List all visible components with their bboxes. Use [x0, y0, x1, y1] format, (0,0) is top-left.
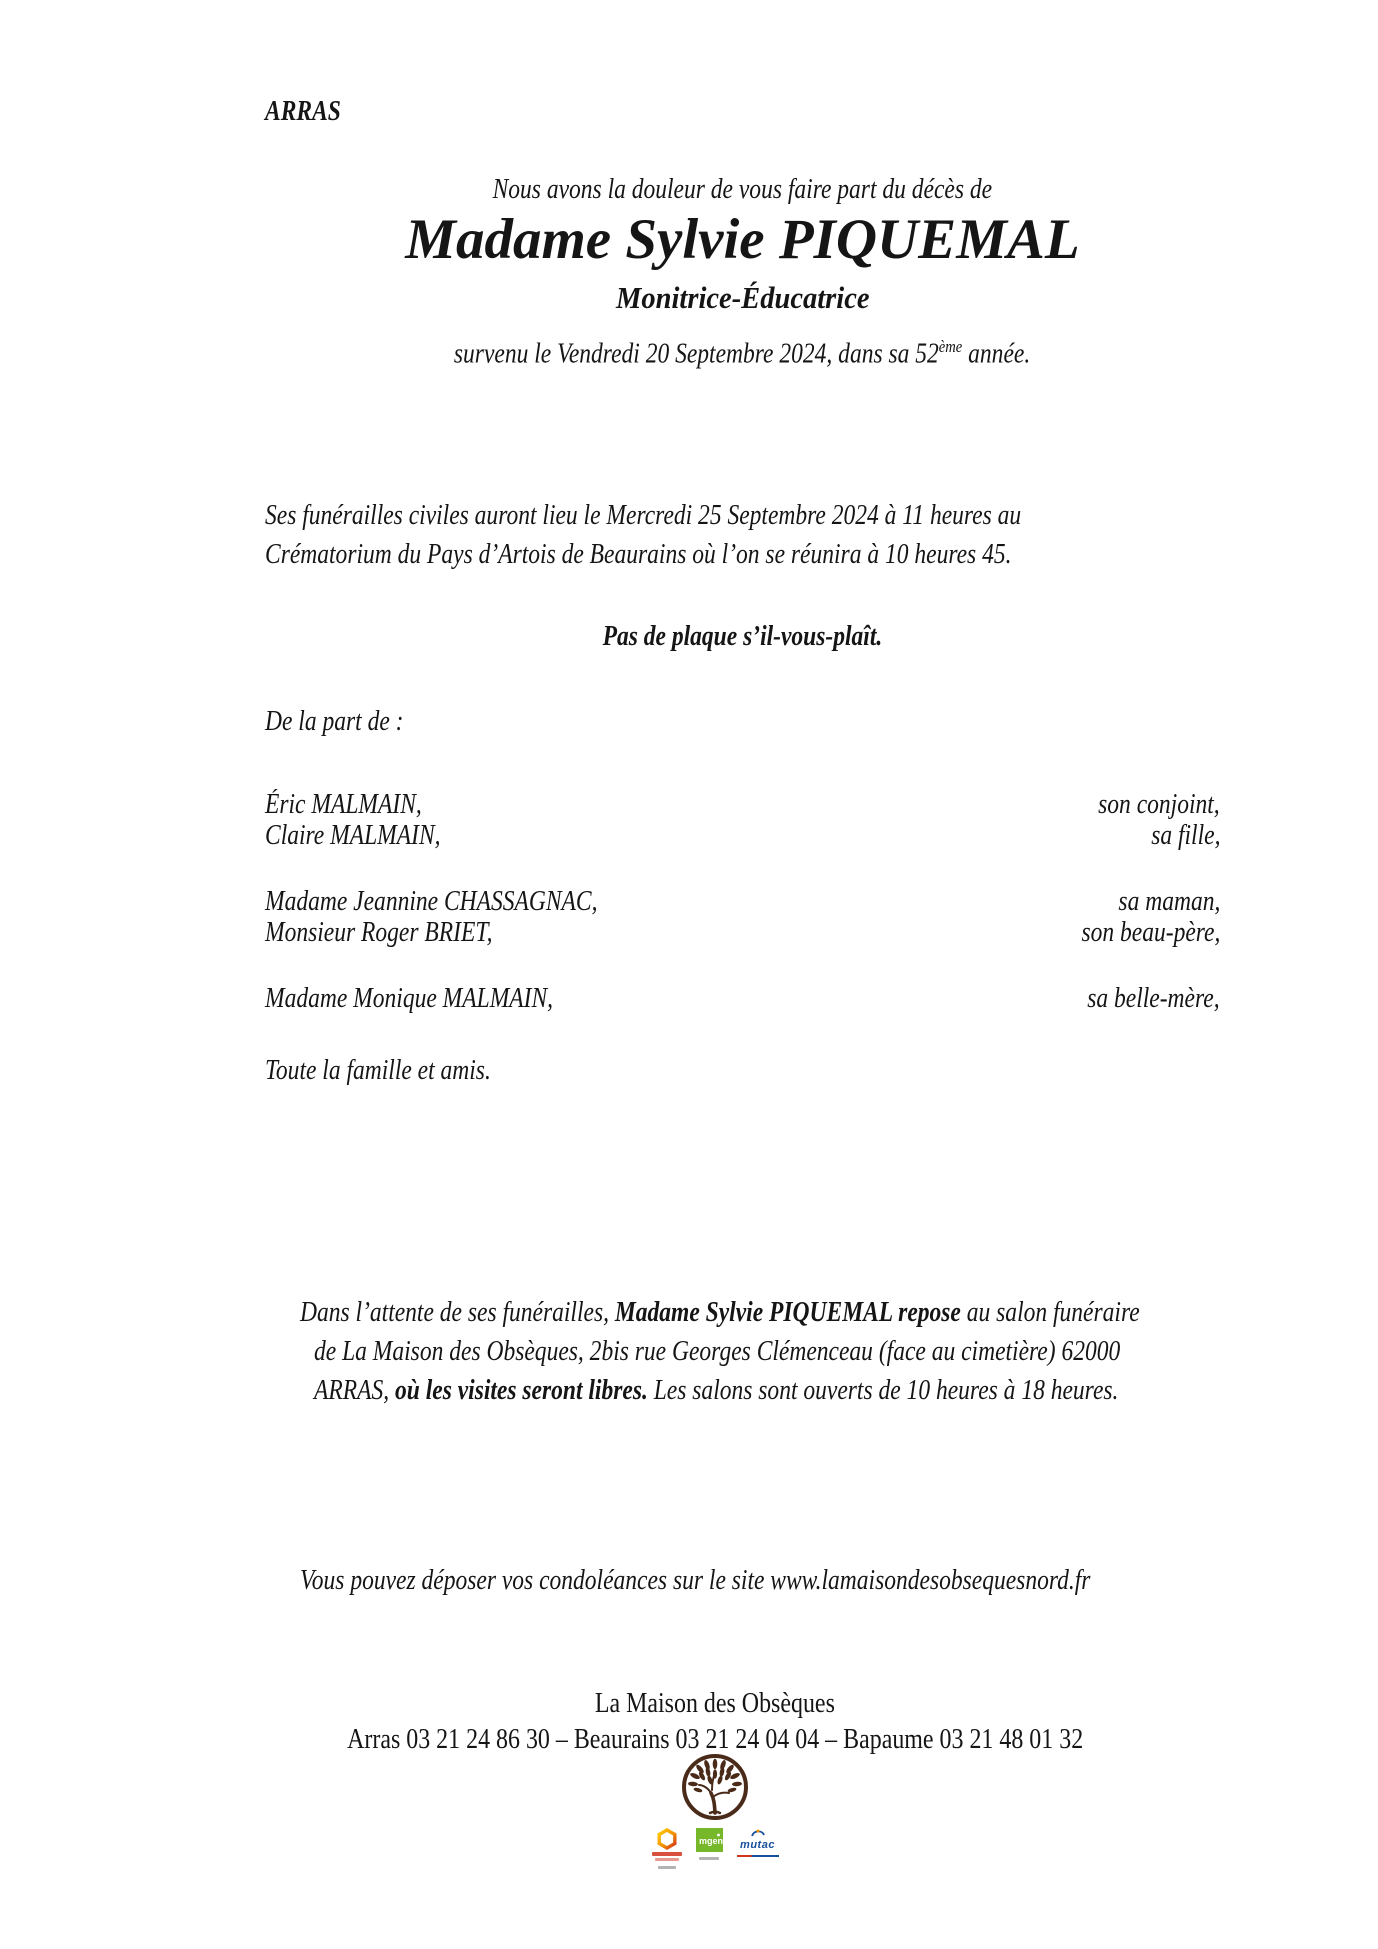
harmonie-mutuelle-logo — [652, 1828, 682, 1869]
tree-of-life-logo-icon — [680, 1752, 750, 1822]
footer-phones: Arras 03 21 24 86 30 – Beaurains 03 21 24 04 04 – Bapaume 03 21 48 01 32 — [346, 1724, 1084, 1755]
mgen-logo — [696, 1828, 723, 1860]
family-name: Éric MALMAIN, — [265, 789, 422, 820]
partner-logos — [52, 1828, 1378, 1869]
family-row — [265, 917, 1220, 948]
death-date-line: survenu le Vendredi 20 Septembre 2024, dans sa 52ème année. — [454, 337, 1031, 370]
from-label: De la part de : — [265, 706, 404, 737]
city-label: ARRAS — [265, 96, 341, 127]
deceased-name: Madame Sylvie PIQUEMAL — [405, 208, 1080, 271]
family-group-gap — [265, 948, 1220, 983]
profession: Monitrice-Éducatrice — [615, 280, 870, 315]
harmonie-subtext-bar — [655, 1858, 679, 1861]
footer-logo-area — [52, 1752, 1378, 1827]
harmonie-wordmark-bar — [652, 1852, 682, 1856]
family-relation: sa maman, — [1118, 886, 1220, 917]
mutac-logo — [737, 1828, 779, 1857]
family-name: Monsieur Roger BRIET, — [265, 917, 493, 948]
mgen-wordmark: mgen — [698, 1836, 723, 1846]
mutac-wordmark: mutac — [740, 1839, 775, 1851]
family-row — [265, 983, 1220, 1014]
family-name: Madame Jeannine CHASSAGNAC, — [265, 886, 598, 917]
funeral-paragraph: Ses funérailles civiles auront lieu le Mercredi 25 Septembre 2024 à 11 heures au Crématorium du Pays d’Artois de Beaurains où l’on se réunira à 10 heures 45. — [265, 500, 1022, 570]
harmonie-hexagon-icon — [656, 1828, 678, 1850]
family-relation: sa belle-mère, — [1087, 983, 1220, 1014]
bold-name-repose: Madame Sylvie PIQUEMAL repose — [614, 1297, 961, 1328]
family-relation: son conjoint, — [1098, 789, 1220, 820]
family-row — [265, 886, 1220, 917]
mutac-swoosh-icon — [749, 1828, 767, 1838]
mgen-square-icon — [696, 1828, 723, 1852]
family-name: Madame Monique MALMAIN, — [265, 983, 554, 1014]
plaque-note: Pas de plaque s’il-vous-plaît. — [602, 621, 883, 652]
family-group-gap — [265, 851, 1220, 886]
city-heading — [265, 92, 355, 131]
groupe-tagline-bar — [699, 1857, 719, 1860]
family-list — [265, 789, 1220, 1014]
family-row — [265, 789, 1220, 820]
family-closing: Toute la famille et amis. — [265, 1055, 491, 1086]
family-relation: son beau-père, — [1081, 917, 1220, 948]
intro-line: Nous avons la douleur de vous faire part du décès de — [492, 174, 993, 205]
family-relation: sa fille, — [1150, 820, 1220, 851]
bold-visits-note: où les visites seront libres. — [394, 1375, 648, 1406]
ordinal-superscript: ème — [939, 337, 963, 356]
family-name: Claire MALMAIN, — [265, 820, 441, 851]
mutac-underline — [737, 1855, 779, 1857]
condolences-line: Vous pouvez déposer vos condoléances sur le site www.lamaisondesobsequesnord.fr — [300, 1565, 1091, 1596]
footer-company: La Maison des Obsèques — [594, 1688, 836, 1719]
groupe-tagline-bar — [658, 1866, 676, 1869]
family-row — [265, 820, 1220, 851]
repose-paragraph: Dans l’attente de ses funérailles, Madame Sylvie PIQUEMAL repose au salon funéraire de La Maison des Obsèques, 2bis rue Georges Clémenceau (face au cimetière) 62000 ARRAS, où les visites seront libres. Les salons sont ouverts de 10 heures à 18 heures. — [300, 1297, 1140, 1406]
